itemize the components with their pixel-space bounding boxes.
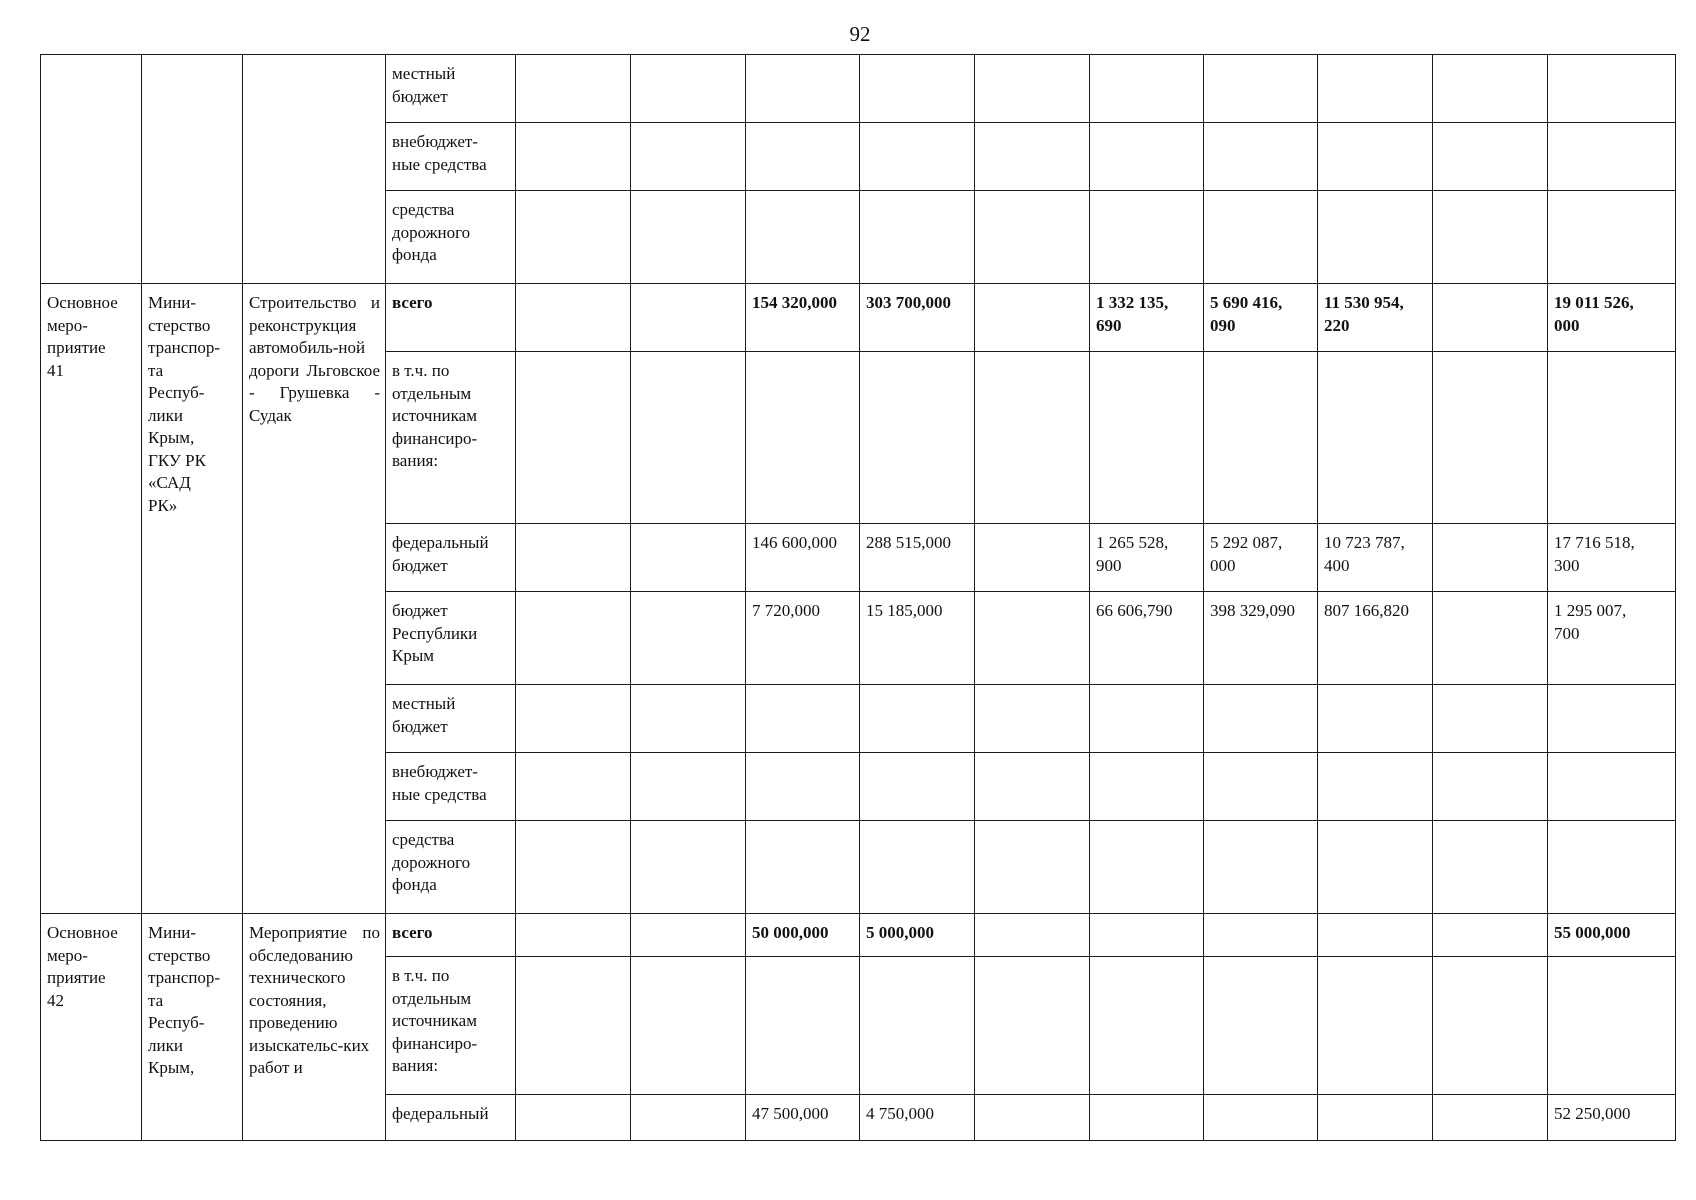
value-cell <box>631 685 746 753</box>
value-cell <box>975 191 1090 284</box>
empty-code-cell <box>41 55 142 284</box>
value-cell <box>1090 123 1204 191</box>
value-cell <box>1090 191 1204 284</box>
value-cell <box>975 685 1090 753</box>
value-cell <box>631 1095 746 1141</box>
value-cell: 15 185,000 <box>860 592 975 685</box>
table-body <box>41 55 1676 1141</box>
value-cell <box>975 914 1090 957</box>
value-cell <box>1548 352 1676 524</box>
value-cell <box>631 524 746 592</box>
value-cell: 303 700,000 <box>860 284 975 352</box>
value-cell <box>1090 55 1204 123</box>
value-cell: 52 250,000 <box>1548 1095 1676 1141</box>
value-cell <box>516 685 631 753</box>
value-cell <box>631 957 746 1095</box>
value-cell <box>860 55 975 123</box>
value-cell <box>746 685 860 753</box>
value-cell <box>1548 191 1676 284</box>
value-cell: 154 320,000 <box>746 284 860 352</box>
value-cell <box>1318 55 1433 123</box>
value-cell <box>975 123 1090 191</box>
value-cell <box>1433 352 1548 524</box>
value-cell <box>516 191 631 284</box>
measure-code: Основное меро- приятие 42 <box>41 914 142 1141</box>
value-cell <box>860 685 975 753</box>
value-cell: 807 166,820 <box>1318 592 1433 685</box>
value-cell <box>1548 685 1676 753</box>
value-cell <box>860 821 975 914</box>
measure-code: Основное меро- приятие 41 <box>41 284 142 914</box>
value-cell <box>1433 821 1548 914</box>
value-cell <box>1090 352 1204 524</box>
value-cell <box>1433 55 1548 123</box>
measure-executor: Мини- стерство транспор- та Респуб- лики Крым, <box>142 914 243 1141</box>
value-cell <box>746 352 860 524</box>
value-cell <box>1318 1095 1433 1141</box>
value-cell <box>1204 123 1318 191</box>
value-cell <box>1318 957 1433 1095</box>
value-cell <box>1204 957 1318 1095</box>
value-cell <box>1433 957 1548 1095</box>
table-row <box>41 55 1676 123</box>
value-cell <box>1318 352 1433 524</box>
source-label: всего <box>386 284 516 352</box>
value-cell: 7 720,000 <box>746 592 860 685</box>
value-cell <box>631 123 746 191</box>
value-cell <box>1204 1095 1318 1141</box>
value-cell <box>1318 685 1433 753</box>
value-cell <box>516 914 631 957</box>
financing-table <box>40 54 1676 1141</box>
value-cell <box>516 123 631 191</box>
value-cell: 1 332 135, 690 <box>1090 284 1204 352</box>
value-cell <box>1090 1095 1204 1141</box>
value-cell <box>516 55 631 123</box>
value-cell <box>746 957 860 1095</box>
value-cell <box>516 753 631 821</box>
value-cell <box>1318 123 1433 191</box>
value-cell: 1 295 007, 700 <box>1548 592 1676 685</box>
value-cell <box>631 821 746 914</box>
value-cell: 55 000,000 <box>1548 914 1676 957</box>
value-cell: 19 011 526, 000 <box>1548 284 1676 352</box>
value-cell <box>1090 821 1204 914</box>
value-cell: 66 606,790 <box>1090 592 1204 685</box>
value-cell <box>975 55 1090 123</box>
value-cell <box>1433 592 1548 685</box>
table-row <box>41 284 1676 352</box>
source-label: средства дорожного фонда <box>386 821 516 914</box>
value-cell <box>975 957 1090 1095</box>
source-label: федеральный бюджет <box>386 524 516 592</box>
value-cell: 5 000,000 <box>860 914 975 957</box>
value-cell <box>860 753 975 821</box>
source-label: всего <box>386 914 516 957</box>
measure-executor: Мини- стерство транспор- та Респуб- лики Крым, ГКУ РК «САД РК» <box>142 284 243 914</box>
value-cell <box>1318 191 1433 284</box>
value-cell <box>746 55 860 123</box>
value-cell <box>1090 753 1204 821</box>
value-cell <box>975 753 1090 821</box>
value-cell <box>1204 55 1318 123</box>
value-cell <box>746 123 860 191</box>
source-label: федеральный <box>386 1095 516 1141</box>
value-cell <box>1204 821 1318 914</box>
value-cell <box>631 753 746 821</box>
value-cell <box>516 284 631 352</box>
source-label: местный бюджет <box>386 685 516 753</box>
value-cell <box>1204 685 1318 753</box>
value-cell <box>1548 55 1676 123</box>
value-cell <box>516 592 631 685</box>
value-cell: 10 723 787, 400 <box>1318 524 1433 592</box>
value-cell <box>1433 524 1548 592</box>
value-cell <box>1318 914 1433 957</box>
measure-name: Строительство и реконструкция автомобиль-ной дороги Льговское - Грушевка - Судак <box>243 284 386 914</box>
value-cell <box>746 753 860 821</box>
source-label: средства дорожного фонда <box>386 191 516 284</box>
value-cell: 5 292 087, 000 <box>1204 524 1318 592</box>
value-cell <box>631 352 746 524</box>
value-cell <box>860 123 975 191</box>
value-cell <box>631 592 746 685</box>
empty-executor-cell <box>142 55 243 284</box>
value-cell <box>746 821 860 914</box>
value-cell <box>1318 821 1433 914</box>
value-cell: 11 530 954, 220 <box>1318 284 1433 352</box>
value-cell: 5 690 416, 090 <box>1204 284 1318 352</box>
value-cell <box>516 957 631 1095</box>
value-cell <box>860 352 975 524</box>
page-number: 92 <box>849 22 871 46</box>
value-cell <box>975 524 1090 592</box>
value-cell: 50 000,000 <box>746 914 860 957</box>
value-cell <box>631 284 746 352</box>
value-cell <box>860 191 975 284</box>
value-cell <box>1204 753 1318 821</box>
value-cell <box>516 352 631 524</box>
source-label: внебюджет- ные средства <box>386 123 516 191</box>
value-cell <box>1204 914 1318 957</box>
value-cell <box>516 821 631 914</box>
value-cell <box>1433 1095 1548 1141</box>
value-cell <box>975 821 1090 914</box>
value-cell <box>1548 957 1676 1095</box>
value-cell: 146 600,000 <box>746 524 860 592</box>
measure-name: Мероприятие по обследованию технического состояния, проведению изыскательс-ких работ и <box>243 914 386 1141</box>
value-cell: 398 329,090 <box>1204 592 1318 685</box>
value-cell: 47 500,000 <box>746 1095 860 1141</box>
value-cell <box>1548 753 1676 821</box>
value-cell: 288 515,000 <box>860 524 975 592</box>
value-cell <box>631 191 746 284</box>
value-cell <box>631 55 746 123</box>
value-cell: 1 265 528, 900 <box>1090 524 1204 592</box>
value-cell <box>1548 821 1676 914</box>
value-cell: 4 750,000 <box>860 1095 975 1141</box>
value-cell <box>860 957 975 1095</box>
value-cell <box>1433 284 1548 352</box>
value-cell <box>1433 914 1548 957</box>
source-label: в т.ч. по отдельным источникам финансиро- вания: <box>386 957 516 1095</box>
value-cell <box>975 352 1090 524</box>
value-cell <box>631 914 746 957</box>
value-cell <box>975 592 1090 685</box>
source-label: бюджет Республики Крым <box>386 592 516 685</box>
source-label: в т.ч. по отдельным источникам финансиро- вания: <box>386 352 516 524</box>
value-cell <box>1548 123 1676 191</box>
value-cell <box>1090 957 1204 1095</box>
value-cell <box>516 524 631 592</box>
value-cell <box>1204 352 1318 524</box>
value-cell <box>746 191 860 284</box>
source-label: внебюджет- ные средства <box>386 753 516 821</box>
value-cell <box>1204 191 1318 284</box>
value-cell: 17 716 518, 300 <box>1548 524 1676 592</box>
value-cell <box>1433 191 1548 284</box>
source-label: местный бюджет <box>386 55 516 123</box>
value-cell <box>1433 753 1548 821</box>
value-cell <box>1433 123 1548 191</box>
value-cell <box>1433 685 1548 753</box>
table-row <box>41 914 1676 957</box>
value-cell <box>1090 685 1204 753</box>
value-cell <box>516 1095 631 1141</box>
value-cell <box>975 284 1090 352</box>
value-cell <box>1318 753 1433 821</box>
empty-name-cell <box>243 55 386 284</box>
value-cell <box>1090 914 1204 957</box>
value-cell <box>975 1095 1090 1141</box>
